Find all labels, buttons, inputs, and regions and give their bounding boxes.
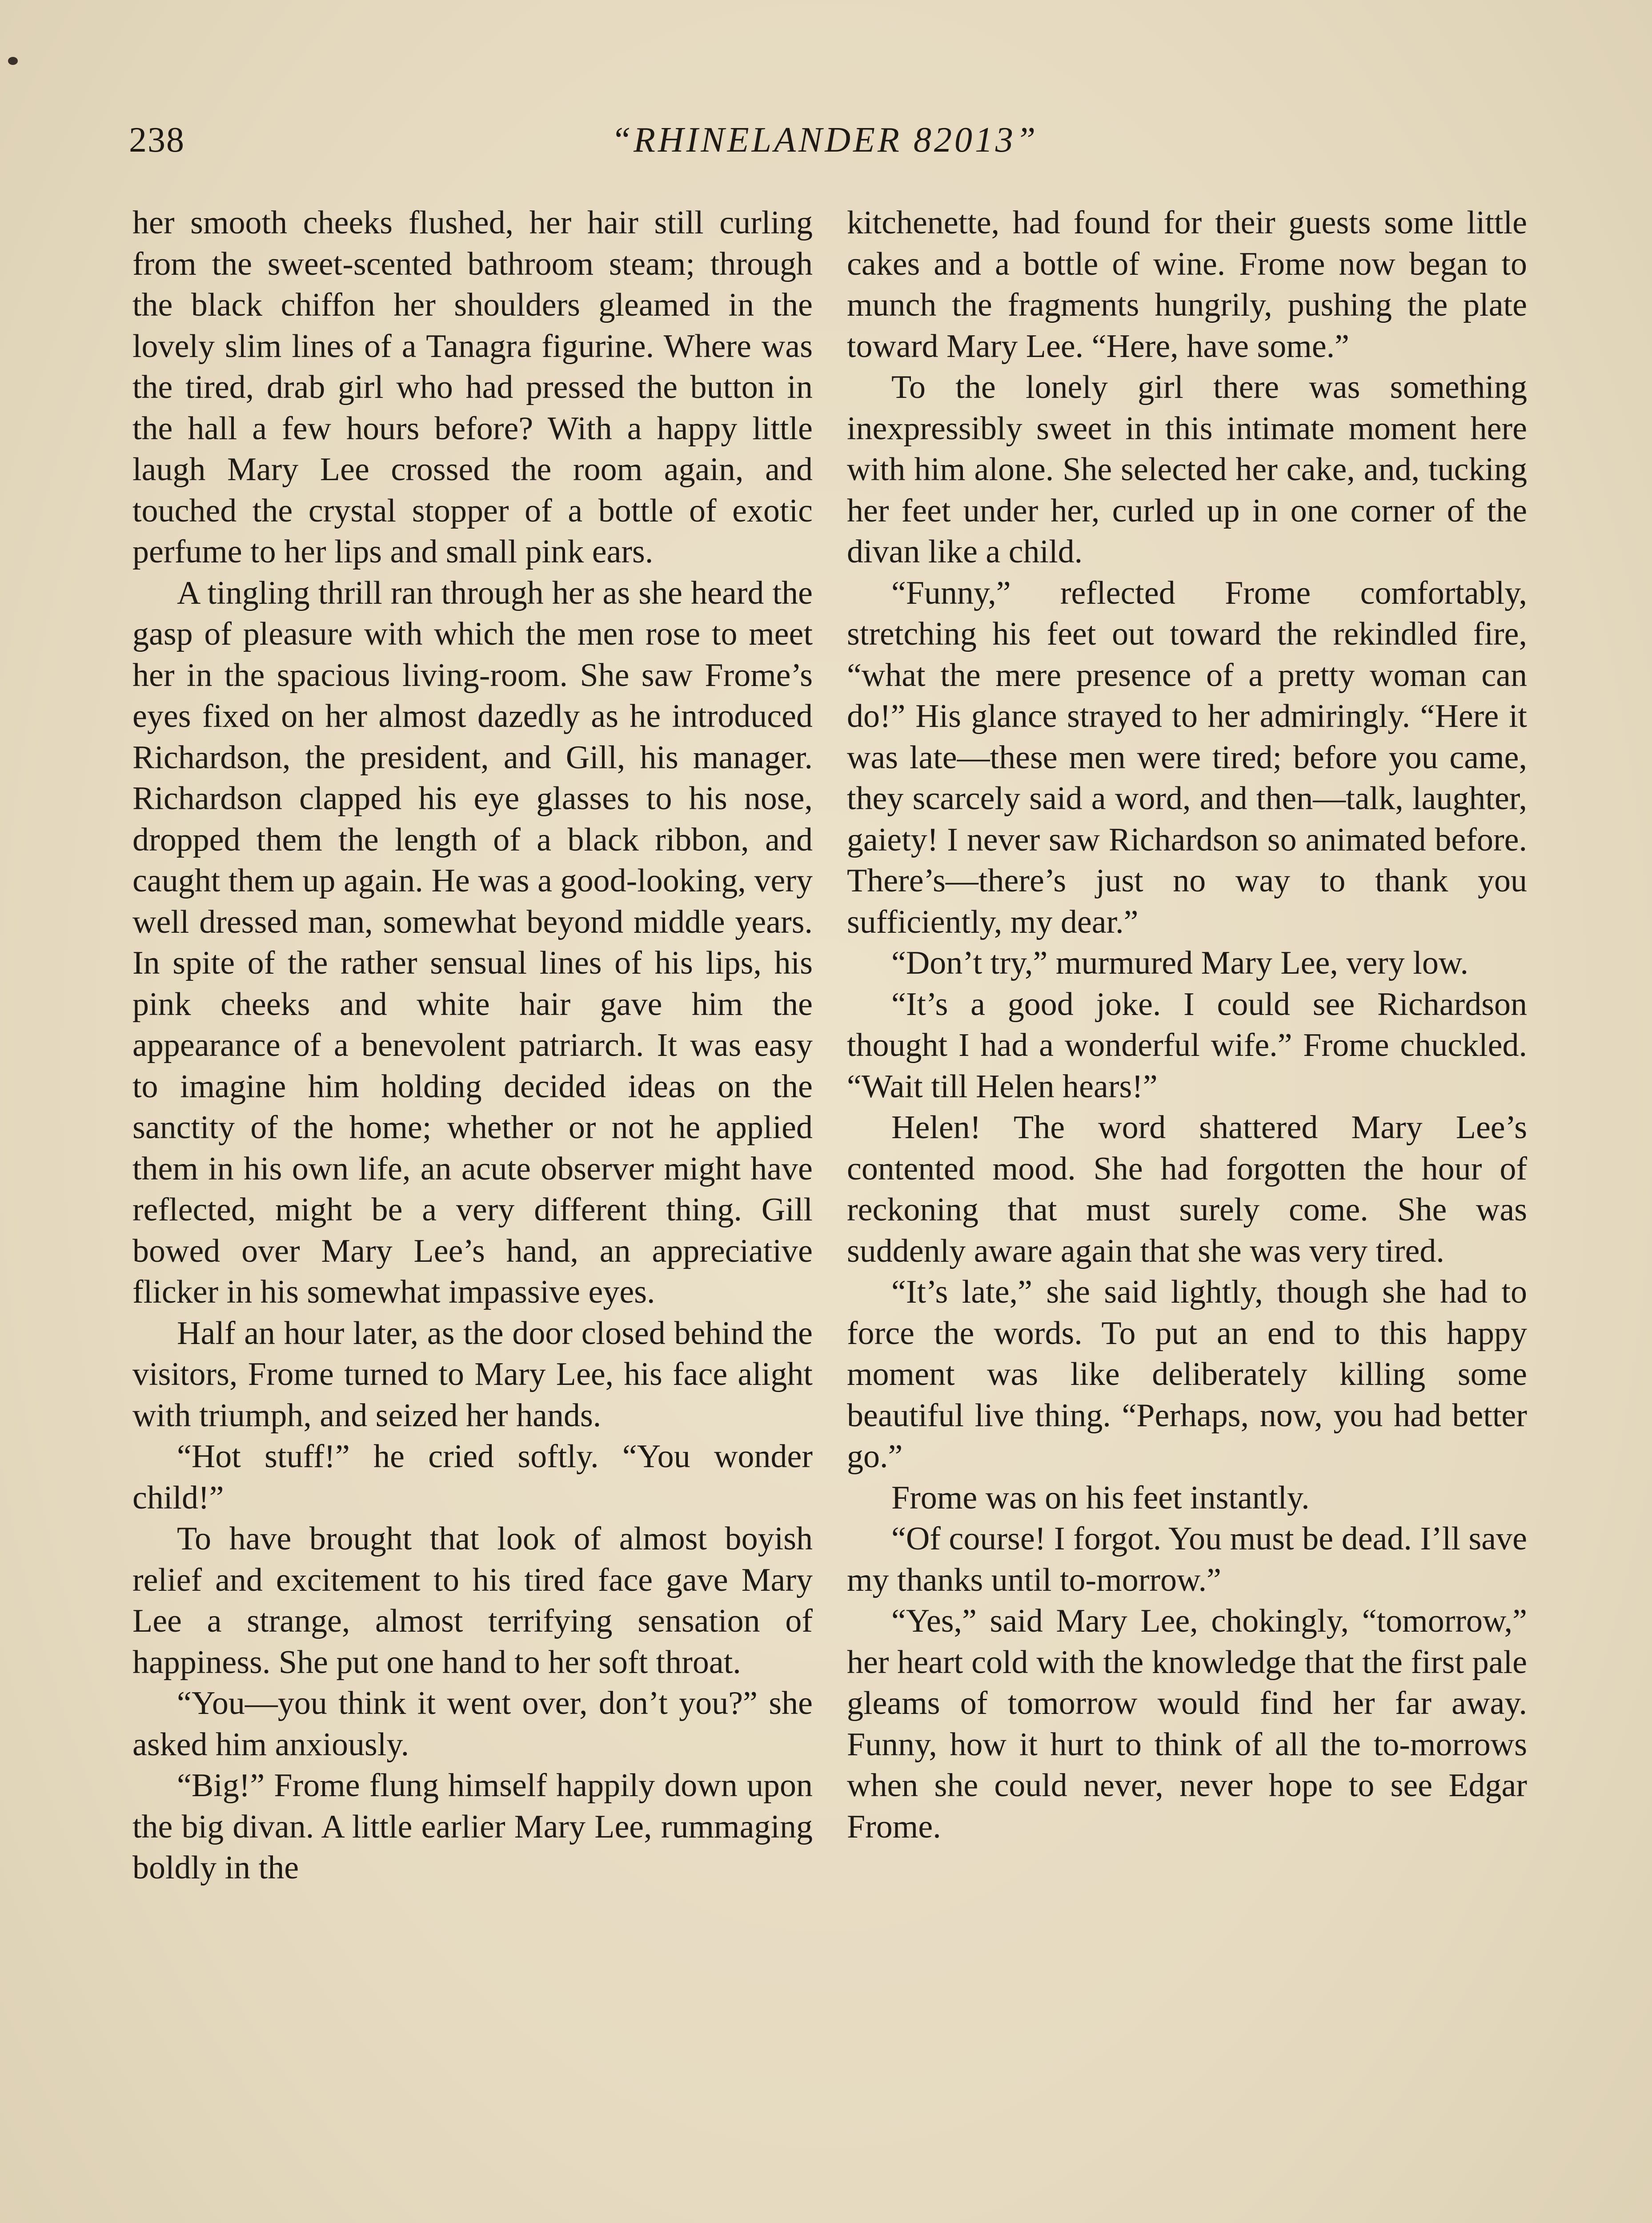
right-column xyxy=(847,202,1527,1847)
paragraph: Helen! The word shattered Mary Lee’s contented mood. She had forgotten the hour of reckoning that must surely come. She was suddenly aware again that she was very tired. xyxy=(847,1109,1527,1269)
left-column xyxy=(132,202,813,1889)
paragraph: “Yes,” said Mary Lee, chokingly, “tomorrow,” her heart cold with the knowledge that the first pale gleams of tomorrow would find her far away. Funny, how it hurt to think of all the to-morrows when she could never, never hope to see Edgar Frome. xyxy=(847,1603,1527,1845)
paragraph: Frome was on his feet instantly. xyxy=(891,1479,1310,1516)
paragraph: “It’s late,” she said lightly, though she had to force the words. To put an end to this happy moment was like deliberately killing some beautiful live thing. “Perhaps, now, you had better go.” xyxy=(847,1274,1527,1475)
paragraph: To have brought that look of almost boyish relief and excitement to his tired face gave Mary Lee a strange, almost terrifying sensation of happiness. She put one hand to her soft throat. xyxy=(132,1521,813,1681)
page-header xyxy=(129,120,1520,169)
paragraph: “You—you think it went over, don’t you?” she asked him anxiously. xyxy=(132,1685,813,1763)
paragraph: “Hot stuff!” he cried softly. “You wonder child!” xyxy=(132,1438,813,1516)
paragraph: “It’s a good joke. I could see Richardson thought I had a wonderful wife.” Frome chuckled. “Wait till Helen hears!” xyxy=(847,986,1527,1105)
paragraph: To the lonely girl there was something inexpressibly sweet in this intimate moment here with him alone. She selected her cake, and, tucking her feet under her, curled up in one corner of the divan like a child. xyxy=(847,369,1527,570)
paragraph: “Don’t try,” murmured Mary Lee, very low. xyxy=(891,945,1468,981)
paragraph: A tingling thrill ran through her as she heard the gasp of pleasure with which the men rose to meet her in the spacious living-room. She saw Frome’s eyes fixed on her almost dazedly as he introduced Richardson, the president, and Gill, his manager. Richardson clapped his eye glasses to his nose, dropped them the length of a black ribbon, and caught them up again. He was a good-looking, very well dressed man, somewhat beyond middle years. In spite of the rather sensual lines of his lips, his pink cheeks and white hair gave him the appearance of a benevolent patriarch. It was easy to imagine him holding decided ideas on the sanctity of the home; whether or not he applied them in his own life, an acute observer might have reflected, might be a very different thing. Gill bowed over Mary Lee’s hand, an appreciative flicker in his somewhat impassive eyes. xyxy=(132,574,813,1310)
paragraph: “Big!” Frome flung himself happily down upon the big divan. A little earlier Mary Lee, rummaging boldly in the xyxy=(132,1767,813,1886)
running-title: “RHINELANDER 82013” xyxy=(611,120,1039,160)
paragraph: “Of course! I forgot. You must be dead. I’ll save my thanks until to-morrow.” xyxy=(847,1521,1527,1598)
page-number: 238 xyxy=(129,120,185,160)
paragraph: “Funny,” reflected Frome comfortably, stretching his feet out toward the rekindled fire, “what the mere presence of a pretty woman can do!” His glance strayed to her admiringly. “Here it was late—these men were tired; before you came, they scarcely said a word, and then—talk, laughter, gaiety! I never saw Richardson so animated before. There’s—there’s just no way to thank you sufficiently, my dear.” xyxy=(847,574,1527,940)
ink-speck xyxy=(8,57,18,65)
paragraph: kitchenette, had found for their guests some little cakes and a bottle of wine. Frome now began to munch the fragments hungrily, pushing the plate toward Mary Lee. “Here, have some.” xyxy=(847,205,1527,365)
paragraph: her smooth cheeks flushed, her hair still curling from the sweet-scented bathroom steam; through the black chiffon her shoulders gleamed in the lovely slim lines of a Tanagra figurine. Where was the tired, drab girl who had pressed the button in the hall a few hours before? With a happy little laugh Mary Lee crossed the room again, and touched the crystal stopper of a bottle of exotic perfume to her lips and small pink ears. xyxy=(132,205,813,570)
paragraph: Half an hour later, as the door closed behind the visitors, Frome turned to Mary Lee, his face alight with triumph, and seized her hands. xyxy=(132,1315,813,1434)
